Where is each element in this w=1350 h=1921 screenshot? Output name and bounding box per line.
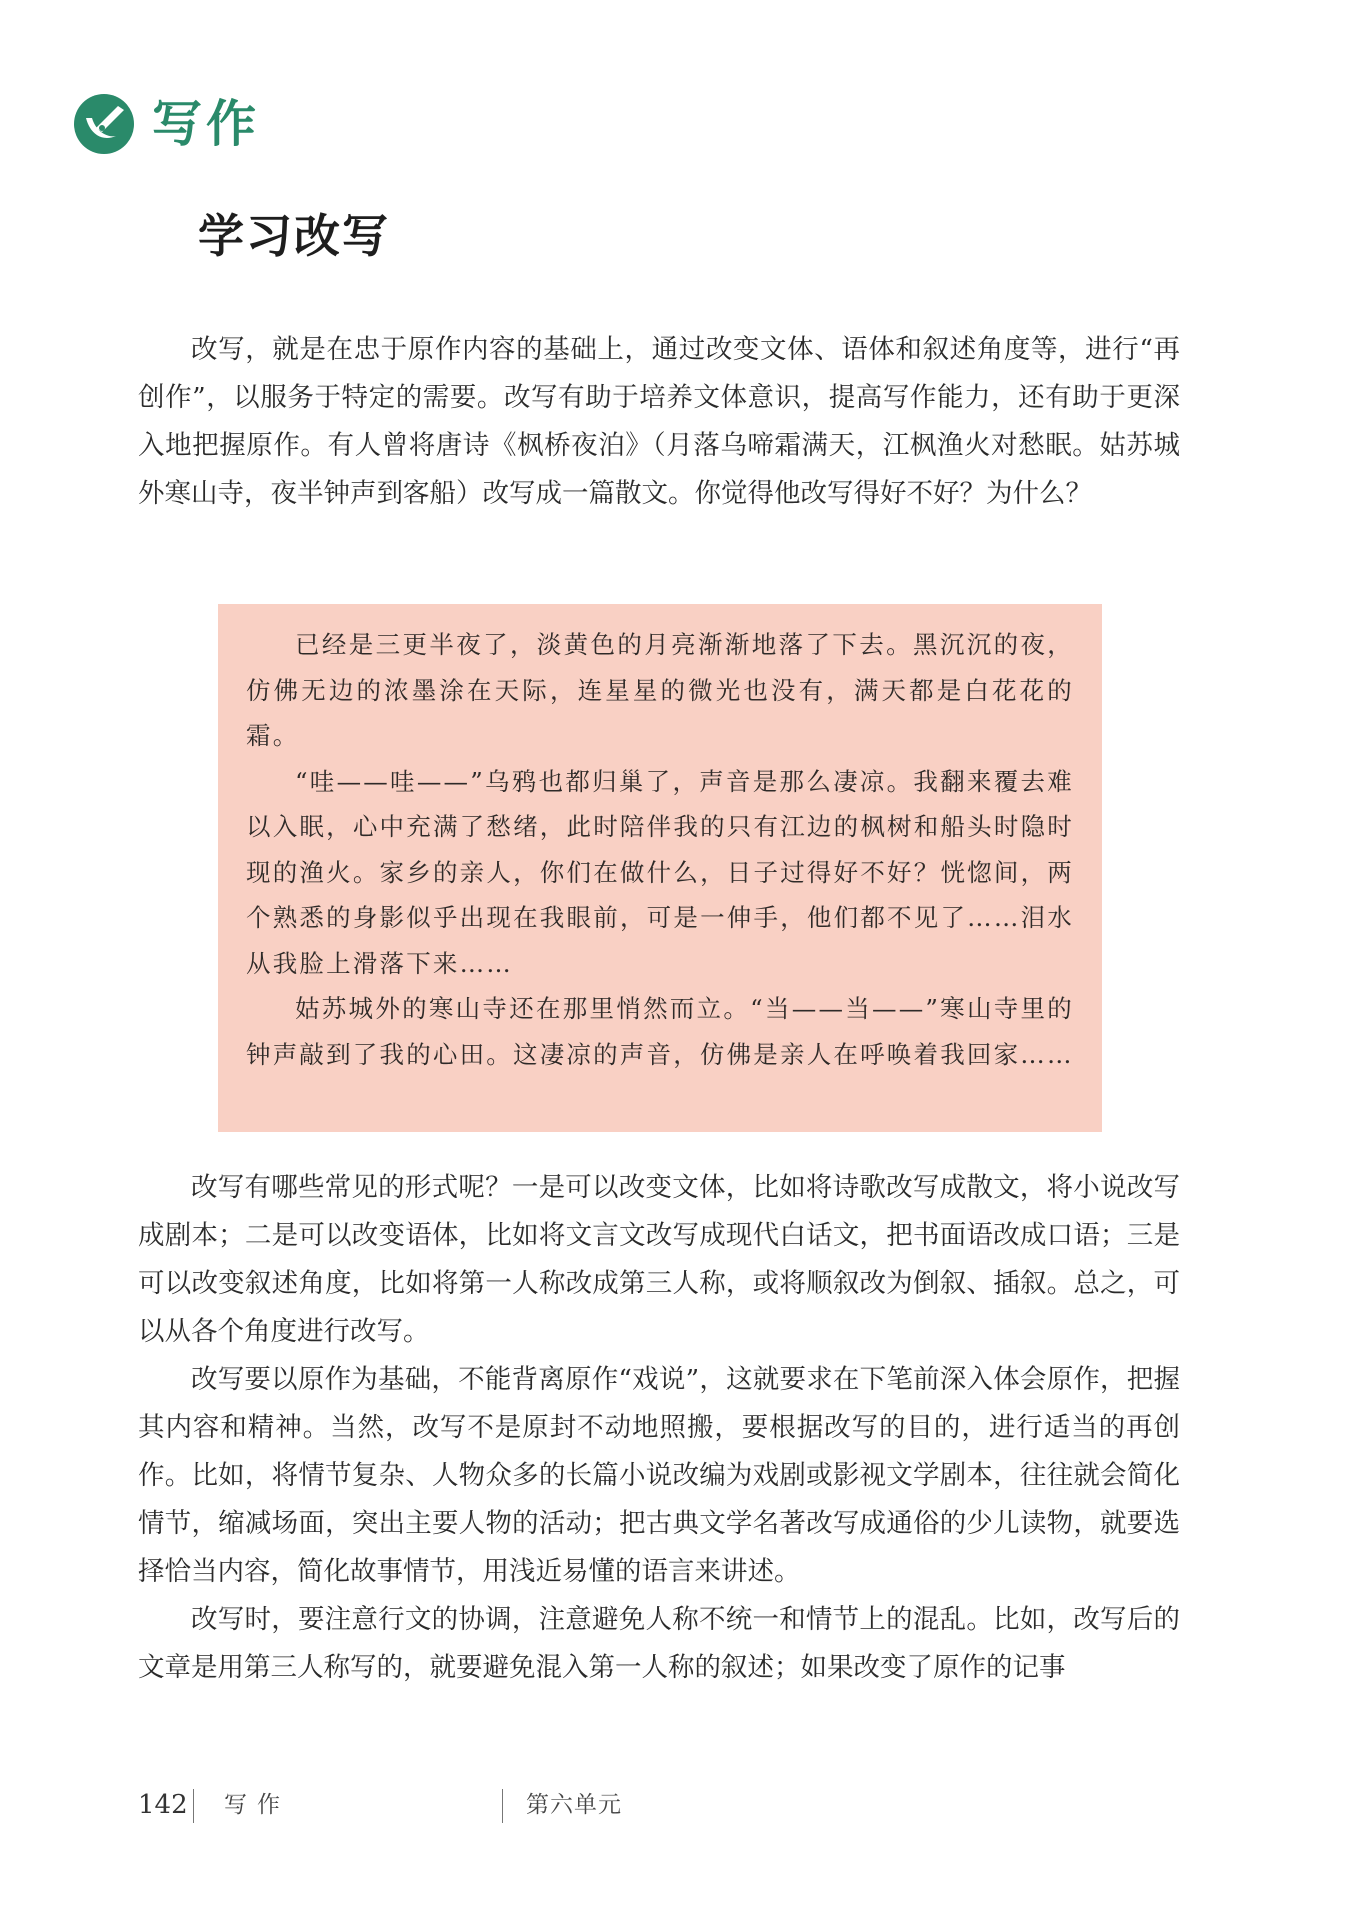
intro-paragraph: 改写，就是在忠于原作内容的基础上，通过改变文体、语体和叙述角度等，进行“再创作”，以服务于特定的需要。改写有助于培养文体意识，提高写作能力，还有助于更深入地把握原作。有人曾将唐诗《枫桥夜泊》（月落乌啼霜满天，江枫渔火对愁眠。姑苏城外寒山寺，夜半钟声到客船）改写成一篇散文。你觉得他改写得好不好？为什么？ [138,334,1180,509]
body-paragraph: 改写有哪些常见的形式呢？一是可以改变文体，比如将诗歌改写成散文，将小说改写成剧本；二是可以改变语体，比如将文言文改写成现代白话文，把书面语改成口语；三是可以改变叙述角度，比如将第一人称改成第三人称，或将顺叙改为倒叙、插叙。总之，可以从各个角度进行改写。 [138,1172,1180,1347]
section-title: 写作 [152,95,260,153]
section-header [72,92,260,156]
body-paragraph: 改写要以原作为基础，不能背离原作“戏说”，这就要求在下笔前深入体会原作，把握其内容和精神。当然，改写不是原封不动地照搬，要根据改写的目的，进行适当的再创作。比如，将情节复杂、人物众多的长篇小说改编为戏剧或影视文学剧本，往往就会简化情节，缩减场面，突出主要人物的活动；把古典文学名著改写成通俗的少儿读物，就要选择恰当内容，简化故事情节，用浅近易懂的语言来讲述。 [138,1364,1180,1587]
page-footer [0,1787,1350,1823]
pen-nib-circle-icon [72,92,136,156]
footer-section-label: 写作 [224,1792,290,1818]
intro-text [138,326,1180,518]
body-paragraph: 改写时，要注意行文的协调，注意避免人称不统一和情节上的混乱。比如，改写后的文章是用第三人称写的，就要避免混入第一人称的叙述；如果改变了原作的记事 [138,1604,1180,1683]
lesson-title: 学习改写 [198,209,390,263]
excerpt-paragraph: 已经是三更半夜了，淡黄色的月亮渐渐地落了下去。黑沉沉的夜，仿佛无边的浓墨涂在天际，连星星的微光也没有，满天都是白花花的霜。 [246,630,1074,750]
footer-unit-label: 第六单元 [526,1792,622,1818]
excerpt-paragraph: 姑苏城外的寒山寺还在那里悄然而立。“当——当——”寒山寺里的钟声敲到了我的心田。这凄凉的声音，仿佛是亲人在呼唤着我回家…… [246,994,1074,1069]
footer-divider [193,1789,194,1823]
excerpt-paragraph: “哇——哇——”乌鸦也都归巢了，声音是那么凄凉。我翻来覆去难以入眠，心中充满了愁绪，此时陪伴我的只有江边的枫树和船头时隐时现的渔火。家乡的亲人，你们在做什么，日子过得好不好？恍惚间，两个熟悉的身影似乎出现在我眼前，可是一伸手，他们都不见了……泪水从我脸上滑落下来…… [246,766,1074,978]
body-text [138,1164,1180,1692]
excerpt-box [218,604,1102,1132]
footer-divider [502,1789,503,1823]
page-number: 142 [138,1790,188,1820]
